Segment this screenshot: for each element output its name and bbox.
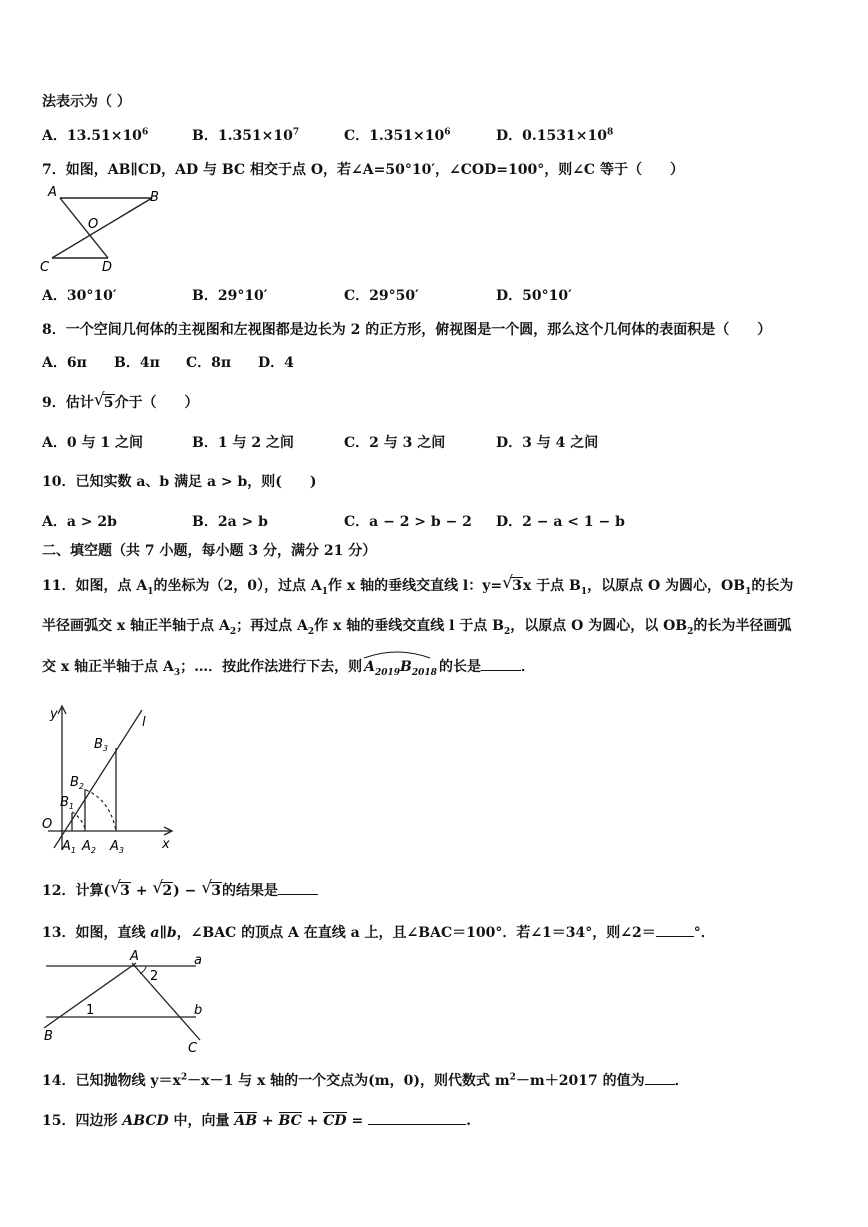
q11-line-l: l [142,715,146,730]
q13-stem: 13．如图，直线 a∥b，∠BAC 的顶点 A 在直线 a 上，且∠BAC＝100°．若∠1＝34°，则∠2＝ °． [42,922,715,943]
sqrt-3-b: √ 3 [201,878,221,899]
arc-a2019-b2018: $A_{2019}B_{2018}$ [362,657,439,677]
q7-label-o: O [88,217,99,232]
q11-label-a1: $A_1$ [62,839,76,855]
q9-stem: 9．估计 √ 5介于（ ） [42,390,199,411]
q14-answer-blank[interactable] [645,1070,675,1085]
q11-label-b3: $B_3$ [94,737,109,753]
q13-label-line-b: b [194,1003,203,1018]
q10-option-b: B．2a > b [192,514,268,530]
q13-label-c-point: C [188,1041,198,1056]
q11-line-1: 11．如图，点 $A_1$的坐标为（2，0），过点 $A_1$作 x 轴的垂线交直线 l：y= √ 3x 于点 $B_1$，以原点 O 为圆心，$OB_1$的长为 [42,573,794,597]
q7-option-d: D．50°10′ [496,288,572,304]
q7-figure [40,184,170,276]
q11-label-b2: $B_2$ [70,775,85,791]
q7-option-a: A．30°10′ [42,288,117,304]
section-heading: 二、填空题（共 7 小题，每小题 3 分，满分 21 分） [42,543,377,559]
sqrt-3: √ 3 [502,573,522,594]
q11-axis-y: y [50,707,58,722]
q11-answer-blank[interactable] [481,656,521,671]
q9-option-a: A．0 与 1 之间 [42,435,143,451]
q11-line-2: 半径画弧交 x 轴正半轴于点 $A_2$；再过点 $A_2$作 x 轴的垂线交直线 l 于点 $B_2$，以原点 O 为圆心，以 $OB_2$的长为半径画弧 [42,618,792,637]
q13-label-b-point: B [44,1029,53,1044]
q8-option-b: B．4π [114,355,160,371]
q7-label-a: A [48,185,57,200]
q7-label-d: D [102,260,113,275]
q15-answer-blank[interactable] [368,1110,466,1125]
q11-label-a2: $A_2$ [82,839,96,855]
q11-label-a3: $A_3$ [110,839,124,855]
q10-option-c: C．a − 2 > b − 2 [344,514,472,530]
q6-option-c: C．$1.351\times 10^6$ [344,127,451,144]
q13-angle-2: 2 [150,969,159,984]
q11-line-3: 交 x 轴正半轴于点 $A_3$；…．按此作法进行下去，则 $A_{2019}B_{2018}$ 的长是 ． [42,656,535,677]
q15-stem: 15．四边形 ABCD 中，向量 AB + BC + CD = . [42,1110,471,1131]
q13-angle-1: 1 [86,1003,95,1018]
q13-answer-blank[interactable] [656,922,694,937]
q6-option-b: B．$1.351\times 10^7$ [192,127,300,144]
q9-option-b: B．1 与 2 之间 [192,435,294,451]
q9-option-d: D．3 与 4 之间 [496,435,599,451]
vector-bc: BC [278,1113,302,1129]
q13-label-line-a: a [194,953,202,968]
q7-label-b: B [150,190,159,205]
q12-stem: 12．计算( √ 3 + √ 2) − √ 3的结果是 [42,880,318,901]
q7-label-c: C [40,260,50,275]
q7-option-c: C．29°50′ [344,288,419,304]
q10-option-d: D．2 − a < 1 − b [496,514,625,530]
q9-option-c: C．2 与 3 之间 [344,435,446,451]
q7-option-b: B．29°10′ [192,288,268,304]
q8-option-d: D．4 [258,355,294,371]
q13-figure [40,948,220,1058]
sqrt-5: √ 5 [93,390,114,411]
q14-stem: 14．已知抛物线 $y=x^2-x-1$ 与 x 轴的一个交点为(m，0)，则代数式 $m^2-m+2017$ 的值为 ． [42,1070,689,1091]
q10-stem: 10．已知实数 a、b 满足 a > b，则( ) [42,474,317,490]
q8-option-a: A．6π [42,355,87,371]
q13-label-a-point: A [130,949,139,964]
q8-stem: 8．一个空间几何体的主视图和左视图都是边长为 2 的正方形，俯视图是一个圆，那么这个几何体的表面积是（ ） [42,322,772,338]
q11-origin: O [42,817,53,832]
vector-ab: AB [234,1113,258,1129]
q10-option-a: A．a > 2b [42,514,117,530]
q7-stem: 7．如图，AB∥CD，AD 与 BC 相交于点 O，若∠A=50°10′，∠COD=100°，则∠C 等于（ ） [42,162,684,178]
sqrt-2: √ 2 [152,878,173,899]
q8-option-c: C．8π [186,355,232,371]
q11-figure [38,700,188,860]
q6-option-d: D．$0.1531\times 10^8$ [496,127,614,144]
vector-cd: CD [323,1113,347,1129]
q6-option-a: A．$13.51\times 10^6$ [42,127,149,144]
q11-axis-x: x [162,837,170,852]
q12-answer-blank[interactable] [278,880,318,895]
q6-tail: 法表示为（ ） [42,94,131,110]
sqrt-3: √ 3 [110,878,130,899]
q11-label-b1: $B_1$ [60,795,75,811]
